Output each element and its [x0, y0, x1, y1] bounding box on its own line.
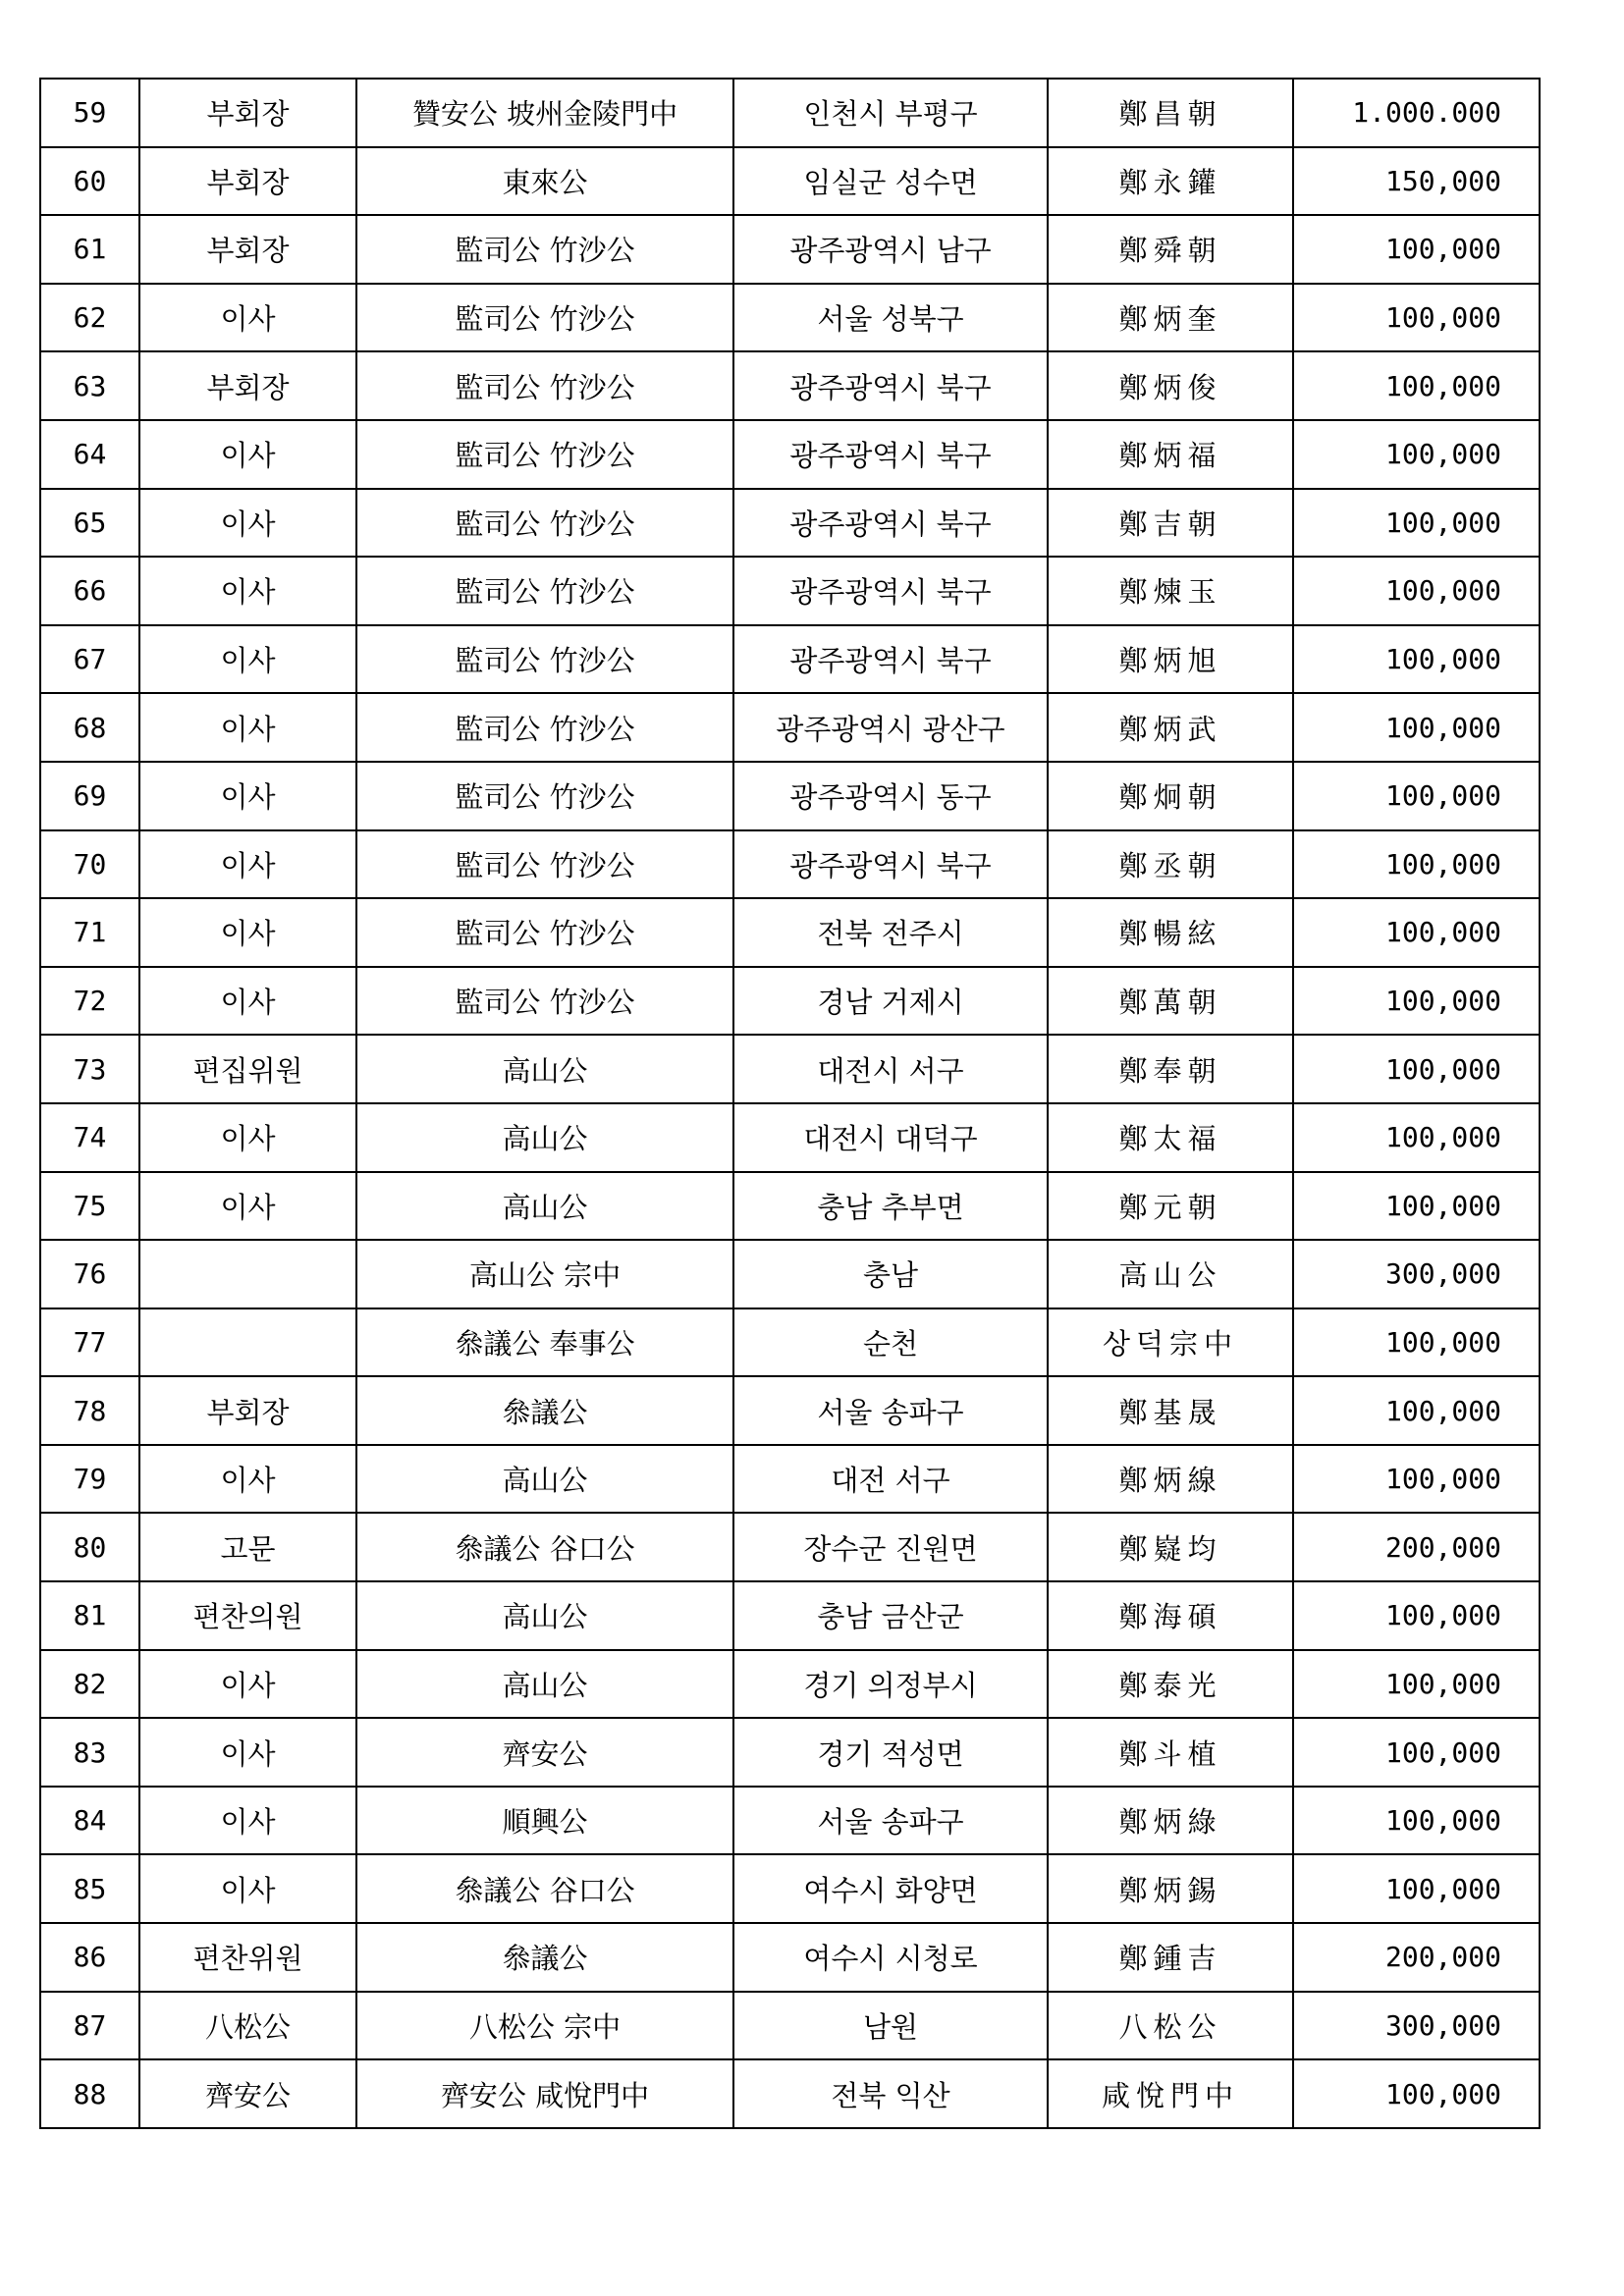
member-title: 이사 — [139, 1787, 356, 1855]
donor-name: 鄭吉朝 — [1048, 489, 1293, 558]
row-number: 64 — [40, 420, 139, 489]
region: 충남 추부면 — [733, 1172, 1048, 1241]
lineage-branch: 監司公 竹沙公 — [356, 762, 733, 830]
donor-name: 鄭嶷均 — [1048, 1513, 1293, 1581]
donor-name: 鄭泰光 — [1048, 1650, 1293, 1719]
member-title: 齊安公 — [139, 2059, 356, 2128]
donor-name: 鄭炳錫 — [1048, 1854, 1293, 1923]
table-row — [40, 284, 1540, 352]
donor-name: 鄭基晟 — [1048, 1376, 1293, 1445]
table-row — [40, 1650, 1540, 1719]
member-title: 고문 — [139, 1513, 356, 1581]
region: 광주광역시 남구 — [733, 215, 1048, 284]
donation-amount: 100,000 — [1293, 1854, 1540, 1923]
lineage-branch: 叅議公 谷口公 — [356, 1854, 733, 1923]
member-title: 이사 — [139, 1718, 356, 1787]
member-title: 부회장 — [139, 79, 356, 147]
member-title: 八松公 — [139, 1992, 356, 2060]
table-row — [40, 147, 1540, 216]
donor-name: 鄭炳福 — [1048, 420, 1293, 489]
region: 순천 — [733, 1308, 1048, 1377]
region: 충남 금산군 — [733, 1581, 1048, 1650]
donation-amount: 200,000 — [1293, 1923, 1540, 1992]
lineage-branch: 監司公 竹沙公 — [356, 489, 733, 558]
row-number: 87 — [40, 1992, 139, 2060]
donor-name: 高山公 — [1048, 1240, 1293, 1308]
member-title — [139, 1308, 356, 1377]
row-number: 75 — [40, 1172, 139, 1241]
member-title: 편집위원 — [139, 1035, 356, 1103]
row-number: 85 — [40, 1854, 139, 1923]
table-row — [40, 1035, 1540, 1103]
table-row — [40, 1308, 1540, 1377]
donor-name: 鄭萬朝 — [1048, 967, 1293, 1036]
lineage-branch: 高山公 — [356, 1650, 733, 1719]
member-title: 이사 — [139, 830, 356, 899]
row-number: 84 — [40, 1787, 139, 1855]
row-number: 68 — [40, 693, 139, 762]
lineage-branch: 齊安公 — [356, 1718, 733, 1787]
row-number: 86 — [40, 1923, 139, 1992]
table-row — [40, 1240, 1540, 1308]
member-title: 이사 — [139, 967, 356, 1036]
donor-name: 鄭炯朝 — [1048, 762, 1293, 830]
donor-name: 鄭丞朝 — [1048, 830, 1293, 899]
region: 충남 — [733, 1240, 1048, 1308]
table-row — [40, 1445, 1540, 1514]
region: 경기 의정부시 — [733, 1650, 1048, 1719]
table-row — [40, 79, 1540, 147]
donation-amount: 100,000 — [1293, 967, 1540, 1036]
lineage-branch: 監司公 竹沙公 — [356, 557, 733, 625]
row-number: 76 — [40, 1240, 139, 1308]
table-row — [40, 1992, 1540, 2060]
member-title: 이사 — [139, 1854, 356, 1923]
member-title: 부회장 — [139, 147, 356, 216]
region: 여수시 화양면 — [733, 1854, 1048, 1923]
lineage-branch: 叅議公 奉事公 — [356, 1308, 733, 1377]
table-row — [40, 1718, 1540, 1787]
lineage-branch: 監司公 竹沙公 — [356, 830, 733, 899]
donation-amount: 100,000 — [1293, 489, 1540, 558]
member-title: 이사 — [139, 625, 356, 694]
donation-amount: 1.000.000 — [1293, 79, 1540, 147]
member-title: 이사 — [139, 1650, 356, 1719]
row-number: 63 — [40, 351, 139, 420]
donation-amount: 100,000 — [1293, 351, 1540, 420]
row-number: 79 — [40, 1445, 139, 1514]
donor-name: 鄭斗植 — [1048, 1718, 1293, 1787]
region: 광주광역시 북구 — [733, 489, 1048, 558]
table-row — [40, 1103, 1540, 1172]
region: 서울 송파구 — [733, 1787, 1048, 1855]
row-number: 70 — [40, 830, 139, 899]
donor-table-body — [40, 79, 1540, 2128]
lineage-branch: 叅議公 谷口公 — [356, 1513, 733, 1581]
member-title: 이사 — [139, 557, 356, 625]
table-row — [40, 2059, 1540, 2128]
donation-amount: 150,000 — [1293, 147, 1540, 216]
member-title: 이사 — [139, 1445, 356, 1514]
table-row — [40, 489, 1540, 558]
lineage-branch: 監司公 竹沙公 — [356, 693, 733, 762]
donation-amount: 100,000 — [1293, 1581, 1540, 1650]
donation-amount: 100,000 — [1293, 625, 1540, 694]
donor-name: 鄭太福 — [1048, 1103, 1293, 1172]
member-title: 편찬위원 — [139, 1923, 356, 1992]
table-row — [40, 1787, 1540, 1855]
row-number: 71 — [40, 898, 139, 967]
table-row — [40, 1172, 1540, 1241]
donor-name: 鄭炳奎 — [1048, 284, 1293, 352]
member-title: 부회장 — [139, 351, 356, 420]
row-number: 61 — [40, 215, 139, 284]
lineage-branch: 監司公 竹沙公 — [356, 351, 733, 420]
donor-table — [39, 78, 1541, 2129]
table-row — [40, 420, 1540, 489]
lineage-branch: 叅議公 — [356, 1923, 733, 1992]
table-row — [40, 1923, 1540, 1992]
lineage-branch: 高山公 — [356, 1103, 733, 1172]
row-number: 67 — [40, 625, 139, 694]
donation-amount: 100,000 — [1293, 762, 1540, 830]
donation-amount: 100,000 — [1293, 693, 1540, 762]
row-number: 83 — [40, 1718, 139, 1787]
table-row — [40, 625, 1540, 694]
region: 광주광역시 광산구 — [733, 693, 1048, 762]
region: 전북 익산 — [733, 2059, 1048, 2128]
member-title: 이사 — [139, 1172, 356, 1241]
lineage-branch: 八松公 宗中 — [356, 1992, 733, 2060]
row-number: 65 — [40, 489, 139, 558]
member-title: 이사 — [139, 762, 356, 830]
donation-amount: 100,000 — [1293, 1308, 1540, 1377]
lineage-branch: 贊安公 坡州金陵門中 — [356, 79, 733, 147]
donation-amount: 100,000 — [1293, 215, 1540, 284]
donation-amount: 100,000 — [1293, 420, 1540, 489]
row-number: 80 — [40, 1513, 139, 1581]
region: 대전 서구 — [733, 1445, 1048, 1514]
row-number: 77 — [40, 1308, 139, 1377]
member-title: 이사 — [139, 898, 356, 967]
donor-name: 상덕宗中 — [1048, 1308, 1293, 1377]
table-row — [40, 1854, 1540, 1923]
donation-amount: 100,000 — [1293, 1718, 1540, 1787]
donation-amount: 100,000 — [1293, 2059, 1540, 2128]
lineage-branch: 順興公 — [356, 1787, 733, 1855]
row-number: 59 — [40, 79, 139, 147]
region: 여수시 시청로 — [733, 1923, 1048, 1992]
region: 전북 전주시 — [733, 898, 1048, 967]
row-number: 81 — [40, 1581, 139, 1650]
lineage-branch: 高山公 — [356, 1581, 733, 1650]
donor-name: 鄭炳綠 — [1048, 1787, 1293, 1855]
donor-name: 鄭炳線 — [1048, 1445, 1293, 1514]
table-row — [40, 557, 1540, 625]
member-title: 부회장 — [139, 1376, 356, 1445]
donation-amount: 100,000 — [1293, 898, 1540, 967]
member-title: 이사 — [139, 489, 356, 558]
row-number: 73 — [40, 1035, 139, 1103]
member-title: 이사 — [139, 284, 356, 352]
lineage-branch: 高山公 — [356, 1035, 733, 1103]
donor-name: 鄭炳旭 — [1048, 625, 1293, 694]
donor-name: 鄭煉玉 — [1048, 557, 1293, 625]
member-title — [139, 1240, 356, 1308]
region: 장수군 진원면 — [733, 1513, 1048, 1581]
region: 경기 적성면 — [733, 1718, 1048, 1787]
lineage-branch: 監司公 竹沙公 — [356, 898, 733, 967]
table-row — [40, 693, 1540, 762]
donation-amount: 300,000 — [1293, 1240, 1540, 1308]
region: 인천시 부평구 — [733, 79, 1048, 147]
region: 광주광역시 북구 — [733, 420, 1048, 489]
lineage-branch: 東來公 — [356, 147, 733, 216]
member-title: 이사 — [139, 693, 356, 762]
donation-amount: 100,000 — [1293, 1787, 1540, 1855]
member-title: 이사 — [139, 1103, 356, 1172]
donation-amount: 100,000 — [1293, 1103, 1540, 1172]
donor-name: 鄭暢絃 — [1048, 898, 1293, 967]
lineage-branch: 齊安公 咸悅門中 — [356, 2059, 733, 2128]
region: 서울 성북구 — [733, 284, 1048, 352]
region: 대전시 대덕구 — [733, 1103, 1048, 1172]
table-row — [40, 762, 1540, 830]
row-number: 82 — [40, 1650, 139, 1719]
lineage-branch: 叅議公 — [356, 1376, 733, 1445]
row-number: 69 — [40, 762, 139, 830]
donor-name: 鄭炳武 — [1048, 693, 1293, 762]
lineage-branch: 高山公 — [356, 1172, 733, 1241]
donor-name: 鄭元朝 — [1048, 1172, 1293, 1241]
region: 광주광역시 북구 — [733, 625, 1048, 694]
region: 대전시 서구 — [733, 1035, 1048, 1103]
region: 임실군 성수면 — [733, 147, 1048, 216]
lineage-branch: 高山公 — [356, 1445, 733, 1514]
row-number: 72 — [40, 967, 139, 1036]
donor-name: 鄭舜朝 — [1048, 215, 1293, 284]
table-row — [40, 1376, 1540, 1445]
member-title: 이사 — [139, 420, 356, 489]
donation-amount: 100,000 — [1293, 1035, 1540, 1103]
row-number: 88 — [40, 2059, 139, 2128]
table-row — [40, 1581, 1540, 1650]
region: 경남 거제시 — [733, 967, 1048, 1036]
region: 광주광역시 북구 — [733, 557, 1048, 625]
lineage-branch: 監司公 竹沙公 — [356, 967, 733, 1036]
table-row — [40, 898, 1540, 967]
donor-name: 鄭永鑵 — [1048, 147, 1293, 216]
region: 광주광역시 북구 — [733, 351, 1048, 420]
table-row — [40, 1513, 1540, 1581]
donation-amount: 100,000 — [1293, 1376, 1540, 1445]
donation-amount: 100,000 — [1293, 1172, 1540, 1241]
region: 광주광역시 북구 — [733, 830, 1048, 899]
donor-name: 鄭海碩 — [1048, 1581, 1293, 1650]
donation-amount: 100,000 — [1293, 284, 1540, 352]
lineage-branch: 監司公 竹沙公 — [356, 420, 733, 489]
donor-name: 鄭鍾吉 — [1048, 1923, 1293, 1992]
region: 남원 — [733, 1992, 1048, 2060]
table-row — [40, 351, 1540, 420]
row-number: 66 — [40, 557, 139, 625]
member-title: 편찬의원 — [139, 1581, 356, 1650]
donation-amount: 100,000 — [1293, 1650, 1540, 1719]
lineage-branch: 監司公 竹沙公 — [356, 215, 733, 284]
donor-name: 八松公 — [1048, 1992, 1293, 2060]
row-number: 62 — [40, 284, 139, 352]
table-row — [40, 830, 1540, 899]
donation-amount: 100,000 — [1293, 557, 1540, 625]
region: 서울 송파구 — [733, 1376, 1048, 1445]
donation-amount: 300,000 — [1293, 1992, 1540, 2060]
lineage-branch: 監司公 竹沙公 — [356, 625, 733, 694]
row-number: 78 — [40, 1376, 139, 1445]
region: 광주광역시 동구 — [733, 762, 1048, 830]
row-number: 74 — [40, 1103, 139, 1172]
donation-amount: 200,000 — [1293, 1513, 1540, 1581]
lineage-branch: 監司公 竹沙公 — [356, 284, 733, 352]
member-title: 부회장 — [139, 215, 356, 284]
donation-amount: 100,000 — [1293, 1445, 1540, 1514]
donor-name: 咸悅門中 — [1048, 2059, 1293, 2128]
row-number: 60 — [40, 147, 139, 216]
lineage-branch: 高山公 宗中 — [356, 1240, 733, 1308]
donor-name: 鄭炳俊 — [1048, 351, 1293, 420]
table-row — [40, 215, 1540, 284]
table-row — [40, 967, 1540, 1036]
donor-name: 鄭昌朝 — [1048, 79, 1293, 147]
donor-name: 鄭奉朝 — [1048, 1035, 1293, 1103]
donation-amount: 100,000 — [1293, 830, 1540, 899]
